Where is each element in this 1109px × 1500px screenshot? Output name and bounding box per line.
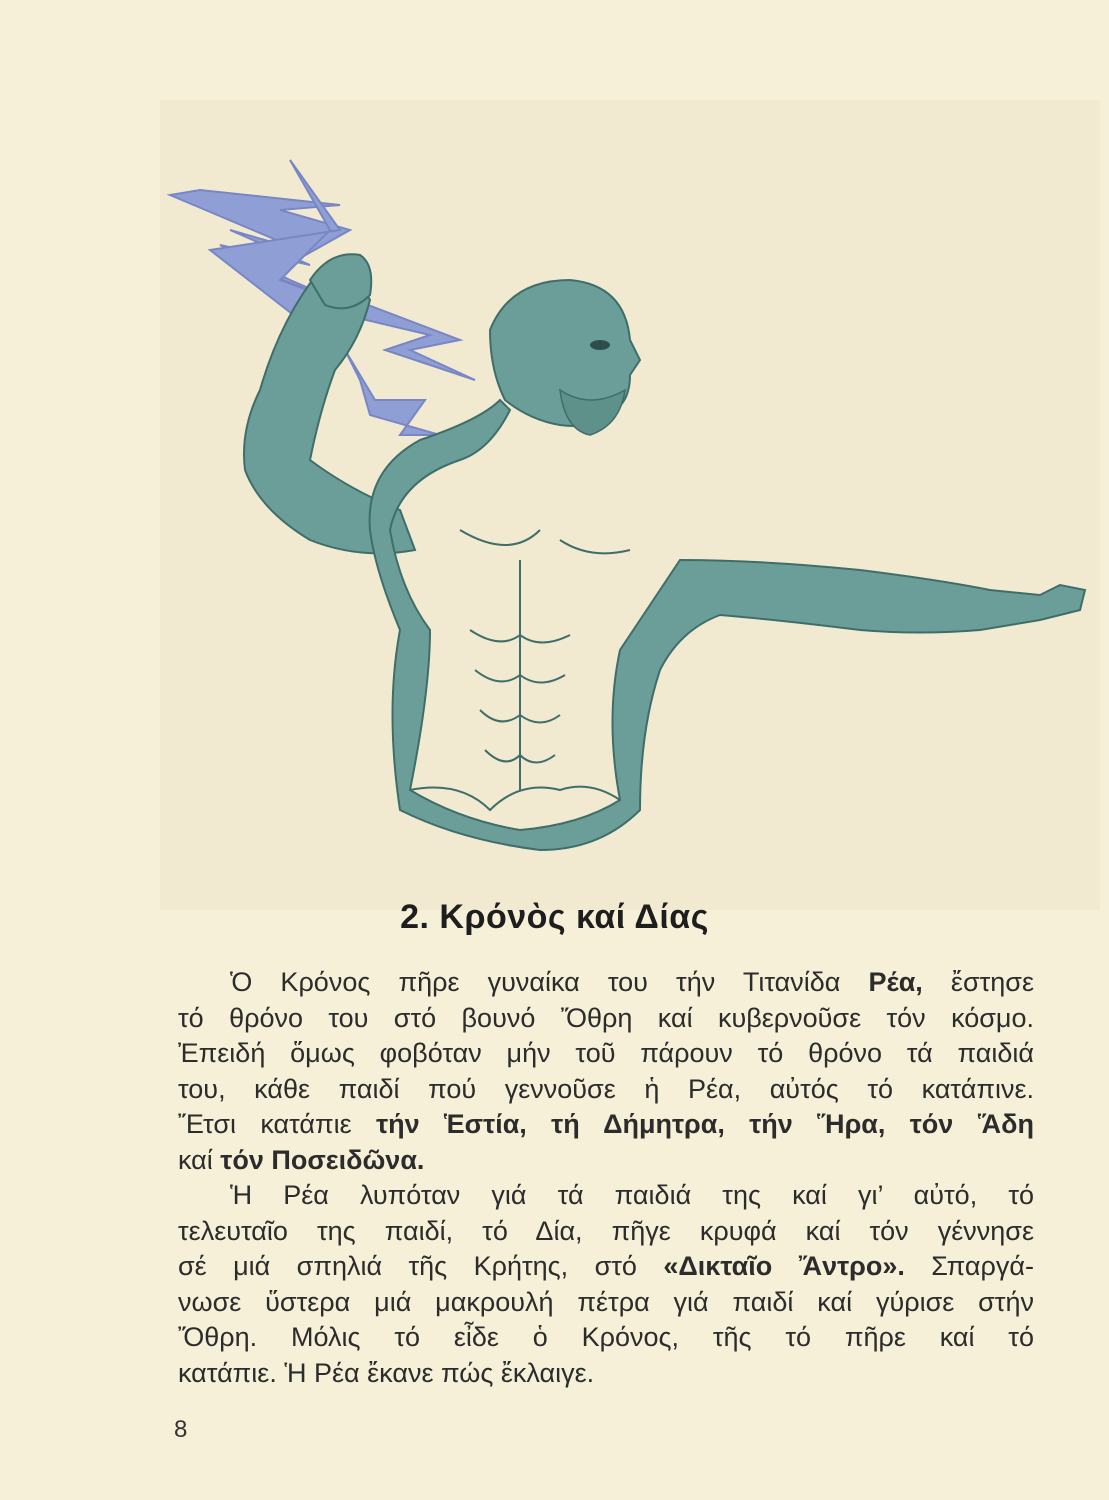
paragraph-2-line-5 (178, 1320, 1034, 1356)
paragraph-2-line-3 (178, 1249, 1034, 1285)
paragraph-1-line-6 (178, 1143, 1034, 1179)
bold-name: Ρέα, (868, 967, 923, 997)
body-text (178, 965, 1034, 1391)
text-run: Ἔτσι κατάπιε (178, 1109, 377, 1139)
text-run: τό θρόνο του στό βουνό Ὄθρη καί κυβερνοῦσε τόν κόσμο. (178, 1002, 1034, 1033)
paragraph-2-line-6 (178, 1356, 1034, 1392)
paragraph-2-line-4 (178, 1285, 1034, 1321)
text-run: Ὄθρη. Μόλις τό εἶδε ὁ Κρόνος, τῆς τό πῆρε καί τό (178, 1322, 1034, 1352)
bold-names: τήν Ἑστία, τή Δήμητρα, τήν Ἥρα, τόν Ἅδη (376, 1109, 1034, 1139)
text-run: Σπαργά- (904, 1251, 1034, 1281)
paragraph-1-line-4 (178, 1072, 1034, 1108)
bold-place-name: «Δικταῖο Ἄντρο». (663, 1251, 905, 1281)
paragraph-2-line-1 (178, 1178, 1034, 1214)
paragraph-2-line-2 (178, 1214, 1034, 1250)
text-run: σέ μιά σπηλιά τῆς Κρήτης, στό (178, 1251, 664, 1281)
text-run: κατάπιε. Ἡ Ρέα ἔκανε πώς ἔκλαιγε. (178, 1357, 595, 1388)
paragraph-1-line-5 (178, 1107, 1034, 1143)
text-run: Ἡ Ρέα λυπόταν γιά τά παιδιά της καί γι’ αὐτό, τό (230, 1180, 1034, 1210)
text-run: τελευταῖο της παιδί, τό Δία, πῆγε κρυφά καί τόν γέννησε (178, 1215, 1034, 1246)
paragraph-1-line-2 (178, 1001, 1034, 1037)
paragraph-1-line-1 (178, 965, 1034, 1001)
text-run: ἔστησε (922, 967, 1034, 997)
zeus-illustration (160, 90, 1100, 920)
text-run: καί (178, 1144, 221, 1175)
text-run: Ἐπειδή ὅμως φοβόταν μήν τοῦ πάρουν τό θρόνο τά παιδιά (178, 1038, 1034, 1068)
page-number: 8 (174, 1416, 188, 1443)
text-run: νωσε ὕστερα μιά μακρουλή πέτρα γιά παιδί καί γύρισε στήν (178, 1286, 1034, 1317)
text-run: του, κάθε παιδί πού γεννοῦσε ἡ Ρέα, αὐτός τό κατάπινε. (178, 1073, 1034, 1104)
bold-name: τόν Ποσειδῶνα. (220, 1144, 425, 1175)
paragraph-1-line-3 (178, 1036, 1034, 1072)
section-title: 2. Κρόνὸς καί Δίας (400, 898, 709, 936)
text-run: Ὁ Κρόνος πῆρε γυναίκα του τήν Τιτανίδα (230, 967, 869, 997)
